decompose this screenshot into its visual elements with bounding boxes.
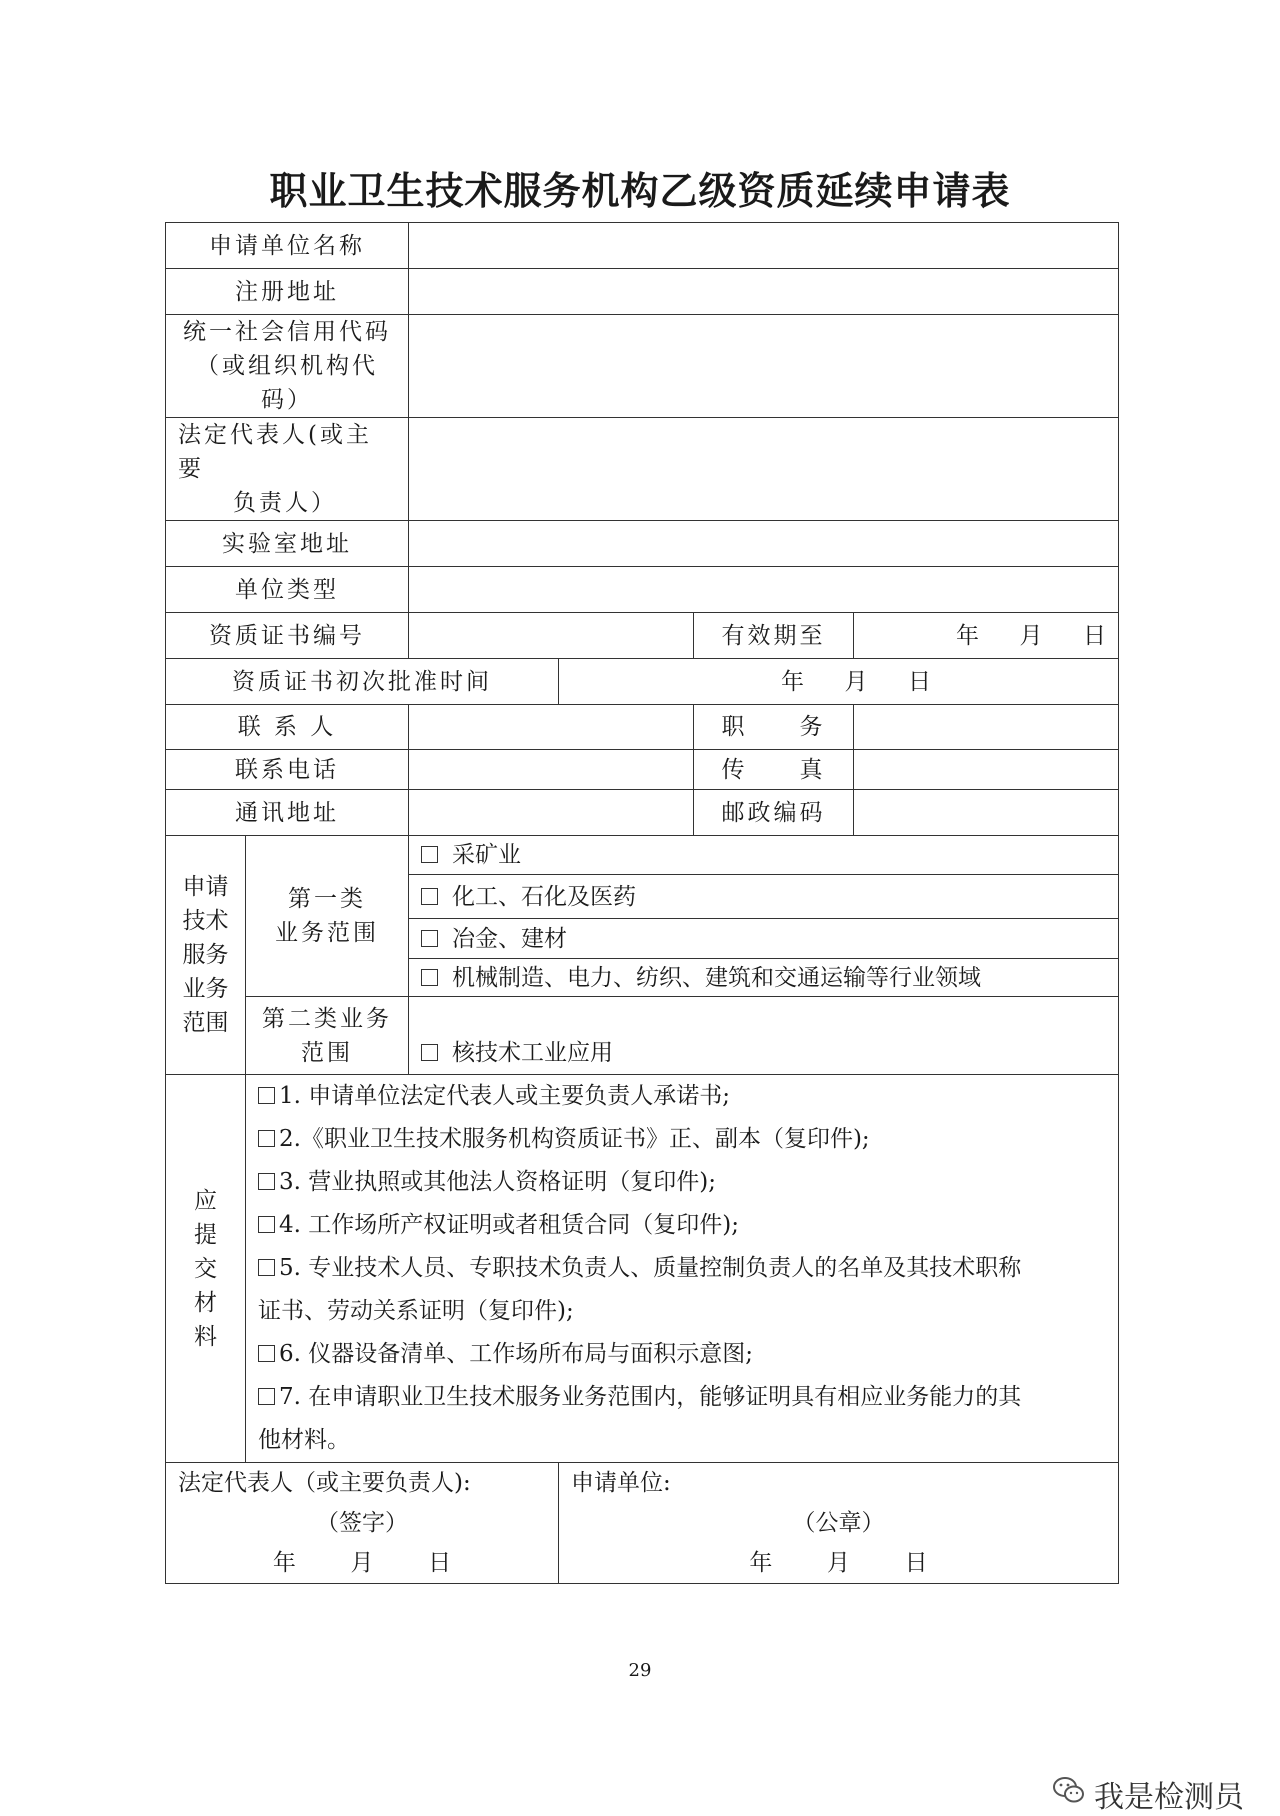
option-label: 核技术工业应用 bbox=[452, 1040, 613, 1066]
row-signature bbox=[166, 1463, 1119, 1584]
material-item[interactable]: 5. 专业技术人员、专职技术负责人、质量控制负责人的名单及其技术职称 bbox=[258, 1247, 1106, 1290]
checkbox[interactable] bbox=[421, 846, 438, 863]
signature-left-note: （签字） bbox=[316, 1510, 408, 1536]
field-postcode[interactable] bbox=[854, 790, 1119, 836]
wechat-icon bbox=[1052, 1775, 1086, 1813]
checkbox[interactable] bbox=[258, 1087, 275, 1104]
materials-list bbox=[246, 1075, 1119, 1463]
label-credit-code-line2: （或组织机构代码） bbox=[196, 353, 378, 413]
row-scope-5 bbox=[166, 997, 1119, 1075]
form-title: 职业卫生技术服务机构乙级资质延续申请表 bbox=[269, 168, 1011, 213]
label-reg-address: 注册地址 bbox=[166, 269, 409, 315]
label-unit-type: 单位类型 bbox=[166, 567, 409, 613]
label-mail-address: 通讯地址 bbox=[166, 790, 409, 836]
checkbox[interactable] bbox=[421, 1044, 438, 1061]
label-class1-line2: 业务范围 bbox=[275, 920, 379, 946]
field-reg-address[interactable] bbox=[409, 269, 1119, 315]
label-credit-code-line1: 统一社会信用代码 bbox=[183, 319, 391, 345]
row-contact bbox=[166, 705, 1119, 750]
checkbox[interactable] bbox=[421, 888, 438, 905]
label-fax: 传 真 bbox=[694, 750, 854, 790]
legal-rep-signature[interactable] bbox=[166, 1463, 559, 1584]
label-first-approval: 资质证书初次批准时间 bbox=[166, 659, 559, 705]
material-item[interactable]: 3. 营业执照或其他法人资格证明（复印件); bbox=[258, 1161, 1106, 1204]
label-scope-char: 技术 bbox=[182, 908, 229, 934]
label-materials-char: 料 bbox=[194, 1323, 217, 1350]
label-materials-char: 提 bbox=[194, 1221, 217, 1248]
material-item-continuation: 证书、劳动关系证明（复印件); bbox=[258, 1298, 574, 1324]
row-phone bbox=[166, 750, 1119, 790]
label-class1 bbox=[246, 836, 409, 997]
valid-day: 日 bbox=[1083, 622, 1106, 649]
scope-option-nuclear[interactable] bbox=[409, 997, 1119, 1075]
checkbox[interactable] bbox=[258, 1345, 275, 1362]
label-valid-until: 有效期至 bbox=[694, 613, 854, 659]
label-scope bbox=[166, 836, 246, 1075]
first-day: 日 bbox=[908, 668, 931, 695]
signature-right-note: （公章） bbox=[792, 1510, 885, 1536]
field-contact[interactable] bbox=[409, 705, 694, 750]
material-item[interactable]: 1. 申请单位法定代表人或主要负责人承诺书; bbox=[258, 1075, 1106, 1118]
option-label: 化工、石化及医药 bbox=[452, 883, 636, 910]
scope-option-metallurgy[interactable] bbox=[409, 919, 1119, 959]
application-form bbox=[165, 222, 1119, 1584]
signature-left-date: 年 月 日 bbox=[272, 1550, 452, 1576]
scope-option-manufacturing[interactable] bbox=[409, 959, 1119, 997]
scope-option-mining[interactable] bbox=[409, 836, 1119, 875]
page-number: 29 bbox=[628, 1660, 652, 1681]
signature-left-label: 法定代表人（或主要负责人): bbox=[178, 1470, 471, 1496]
label-scope-char: 业务 bbox=[182, 976, 229, 1002]
material-item-continuation: 他材料。 bbox=[258, 1427, 350, 1453]
checkbox[interactable] bbox=[258, 1173, 275, 1190]
row-lab-address bbox=[166, 521, 1119, 567]
row-materials bbox=[166, 1075, 1119, 1463]
field-fax[interactable] bbox=[854, 750, 1119, 790]
option-label: 机械制造、电力、纺织、建筑和交通运输等行业领域 bbox=[452, 964, 981, 991]
watermark bbox=[1052, 1772, 1244, 1816]
applicant-seal[interactable] bbox=[559, 1463, 1119, 1584]
signature-right-label: 申请单位: bbox=[571, 1470, 671, 1496]
label-phone: 联系电话 bbox=[166, 750, 409, 790]
field-lab-address[interactable] bbox=[409, 521, 1119, 567]
checkbox[interactable] bbox=[258, 1216, 275, 1233]
signature-right-date: 年 月 日 bbox=[749, 1550, 928, 1576]
field-applicant-name[interactable] bbox=[409, 223, 1119, 269]
label-materials bbox=[166, 1075, 246, 1463]
row-credit-code bbox=[166, 315, 1119, 418]
label-materials-char: 应 bbox=[194, 1187, 217, 1214]
label-scope-char: 申请 bbox=[182, 874, 229, 900]
option-label: 采矿业 bbox=[452, 842, 521, 868]
field-valid-until[interactable] bbox=[854, 613, 1119, 659]
label-lab-address: 实验室地址 bbox=[166, 521, 409, 567]
label-class2 bbox=[246, 997, 409, 1075]
field-credit-code[interactable] bbox=[409, 315, 1119, 418]
scope-option-chemical[interactable] bbox=[409, 875, 1119, 919]
label-class2-line1: 第二类业务 bbox=[262, 1005, 392, 1032]
row-scope-1 bbox=[166, 836, 1119, 875]
valid-month: 月 bbox=[1019, 622, 1043, 649]
field-first-approval[interactable] bbox=[559, 659, 1119, 705]
checkbox[interactable] bbox=[258, 1259, 275, 1276]
first-month: 月 bbox=[844, 668, 868, 695]
row-applicant-name bbox=[166, 223, 1119, 269]
label-position: 职 务 bbox=[694, 705, 854, 750]
first-year: 年 bbox=[781, 668, 804, 695]
row-mail-address bbox=[166, 790, 1119, 836]
label-contact: 联 系 人 bbox=[166, 705, 409, 750]
checkbox[interactable] bbox=[421, 969, 438, 986]
label-credit-code bbox=[166, 315, 409, 418]
material-item[interactable]: 7. 在申请职业卫生技术服务业务范围内，能够证明具有相应业务能力的其 bbox=[258, 1376, 1106, 1419]
label-applicant-name: 申请单位名称 bbox=[166, 223, 409, 269]
label-legal-rep-line2: 负责人） bbox=[233, 490, 337, 516]
field-position[interactable] bbox=[854, 705, 1119, 750]
label-postcode: 邮政编码 bbox=[694, 790, 854, 836]
label-legal-rep bbox=[166, 418, 409, 521]
label-class2-line2: 范围 bbox=[301, 1039, 353, 1066]
field-phone[interactable] bbox=[409, 750, 694, 790]
field-legal-rep[interactable] bbox=[409, 418, 1119, 521]
checkbox[interactable] bbox=[258, 1130, 275, 1147]
field-cert-no[interactable] bbox=[409, 613, 694, 659]
row-reg-address bbox=[166, 269, 1119, 315]
row-legal-rep bbox=[166, 418, 1119, 521]
material-item[interactable]: 2.《职业卫生技术服务机构资质证书》正、副本（复印件); bbox=[258, 1118, 1106, 1161]
row-first-approval bbox=[166, 659, 1119, 705]
label-scope-char: 范围 bbox=[182, 1010, 229, 1036]
field-mail-address[interactable] bbox=[409, 790, 694, 836]
valid-year: 年 bbox=[956, 622, 979, 649]
label-legal-rep-line1: 法定代表人(或主要 bbox=[178, 422, 372, 482]
option-label: 冶金、建材 bbox=[452, 925, 567, 952]
field-unit-type[interactable] bbox=[409, 567, 1119, 613]
label-class1-line1: 第一类 bbox=[288, 886, 366, 912]
material-item[interactable]: 6. 仪器设备清单、工作场所布局与面积示意图; bbox=[258, 1333, 1106, 1376]
checkbox[interactable] bbox=[421, 930, 438, 947]
label-materials-char: 交 bbox=[194, 1255, 217, 1282]
watermark-text: 我是检测员 bbox=[1094, 1780, 1244, 1815]
row-unit-type bbox=[166, 567, 1119, 613]
label-cert-no: 资质证书编号 bbox=[166, 613, 409, 659]
label-scope-char: 服务 bbox=[182, 942, 229, 968]
row-cert-no bbox=[166, 613, 1119, 659]
label-materials-char: 材 bbox=[194, 1289, 217, 1316]
checkbox[interactable] bbox=[258, 1388, 275, 1405]
material-item[interactable]: 4. 工作场所产权证明或者租赁合同（复印件); bbox=[258, 1204, 1106, 1247]
